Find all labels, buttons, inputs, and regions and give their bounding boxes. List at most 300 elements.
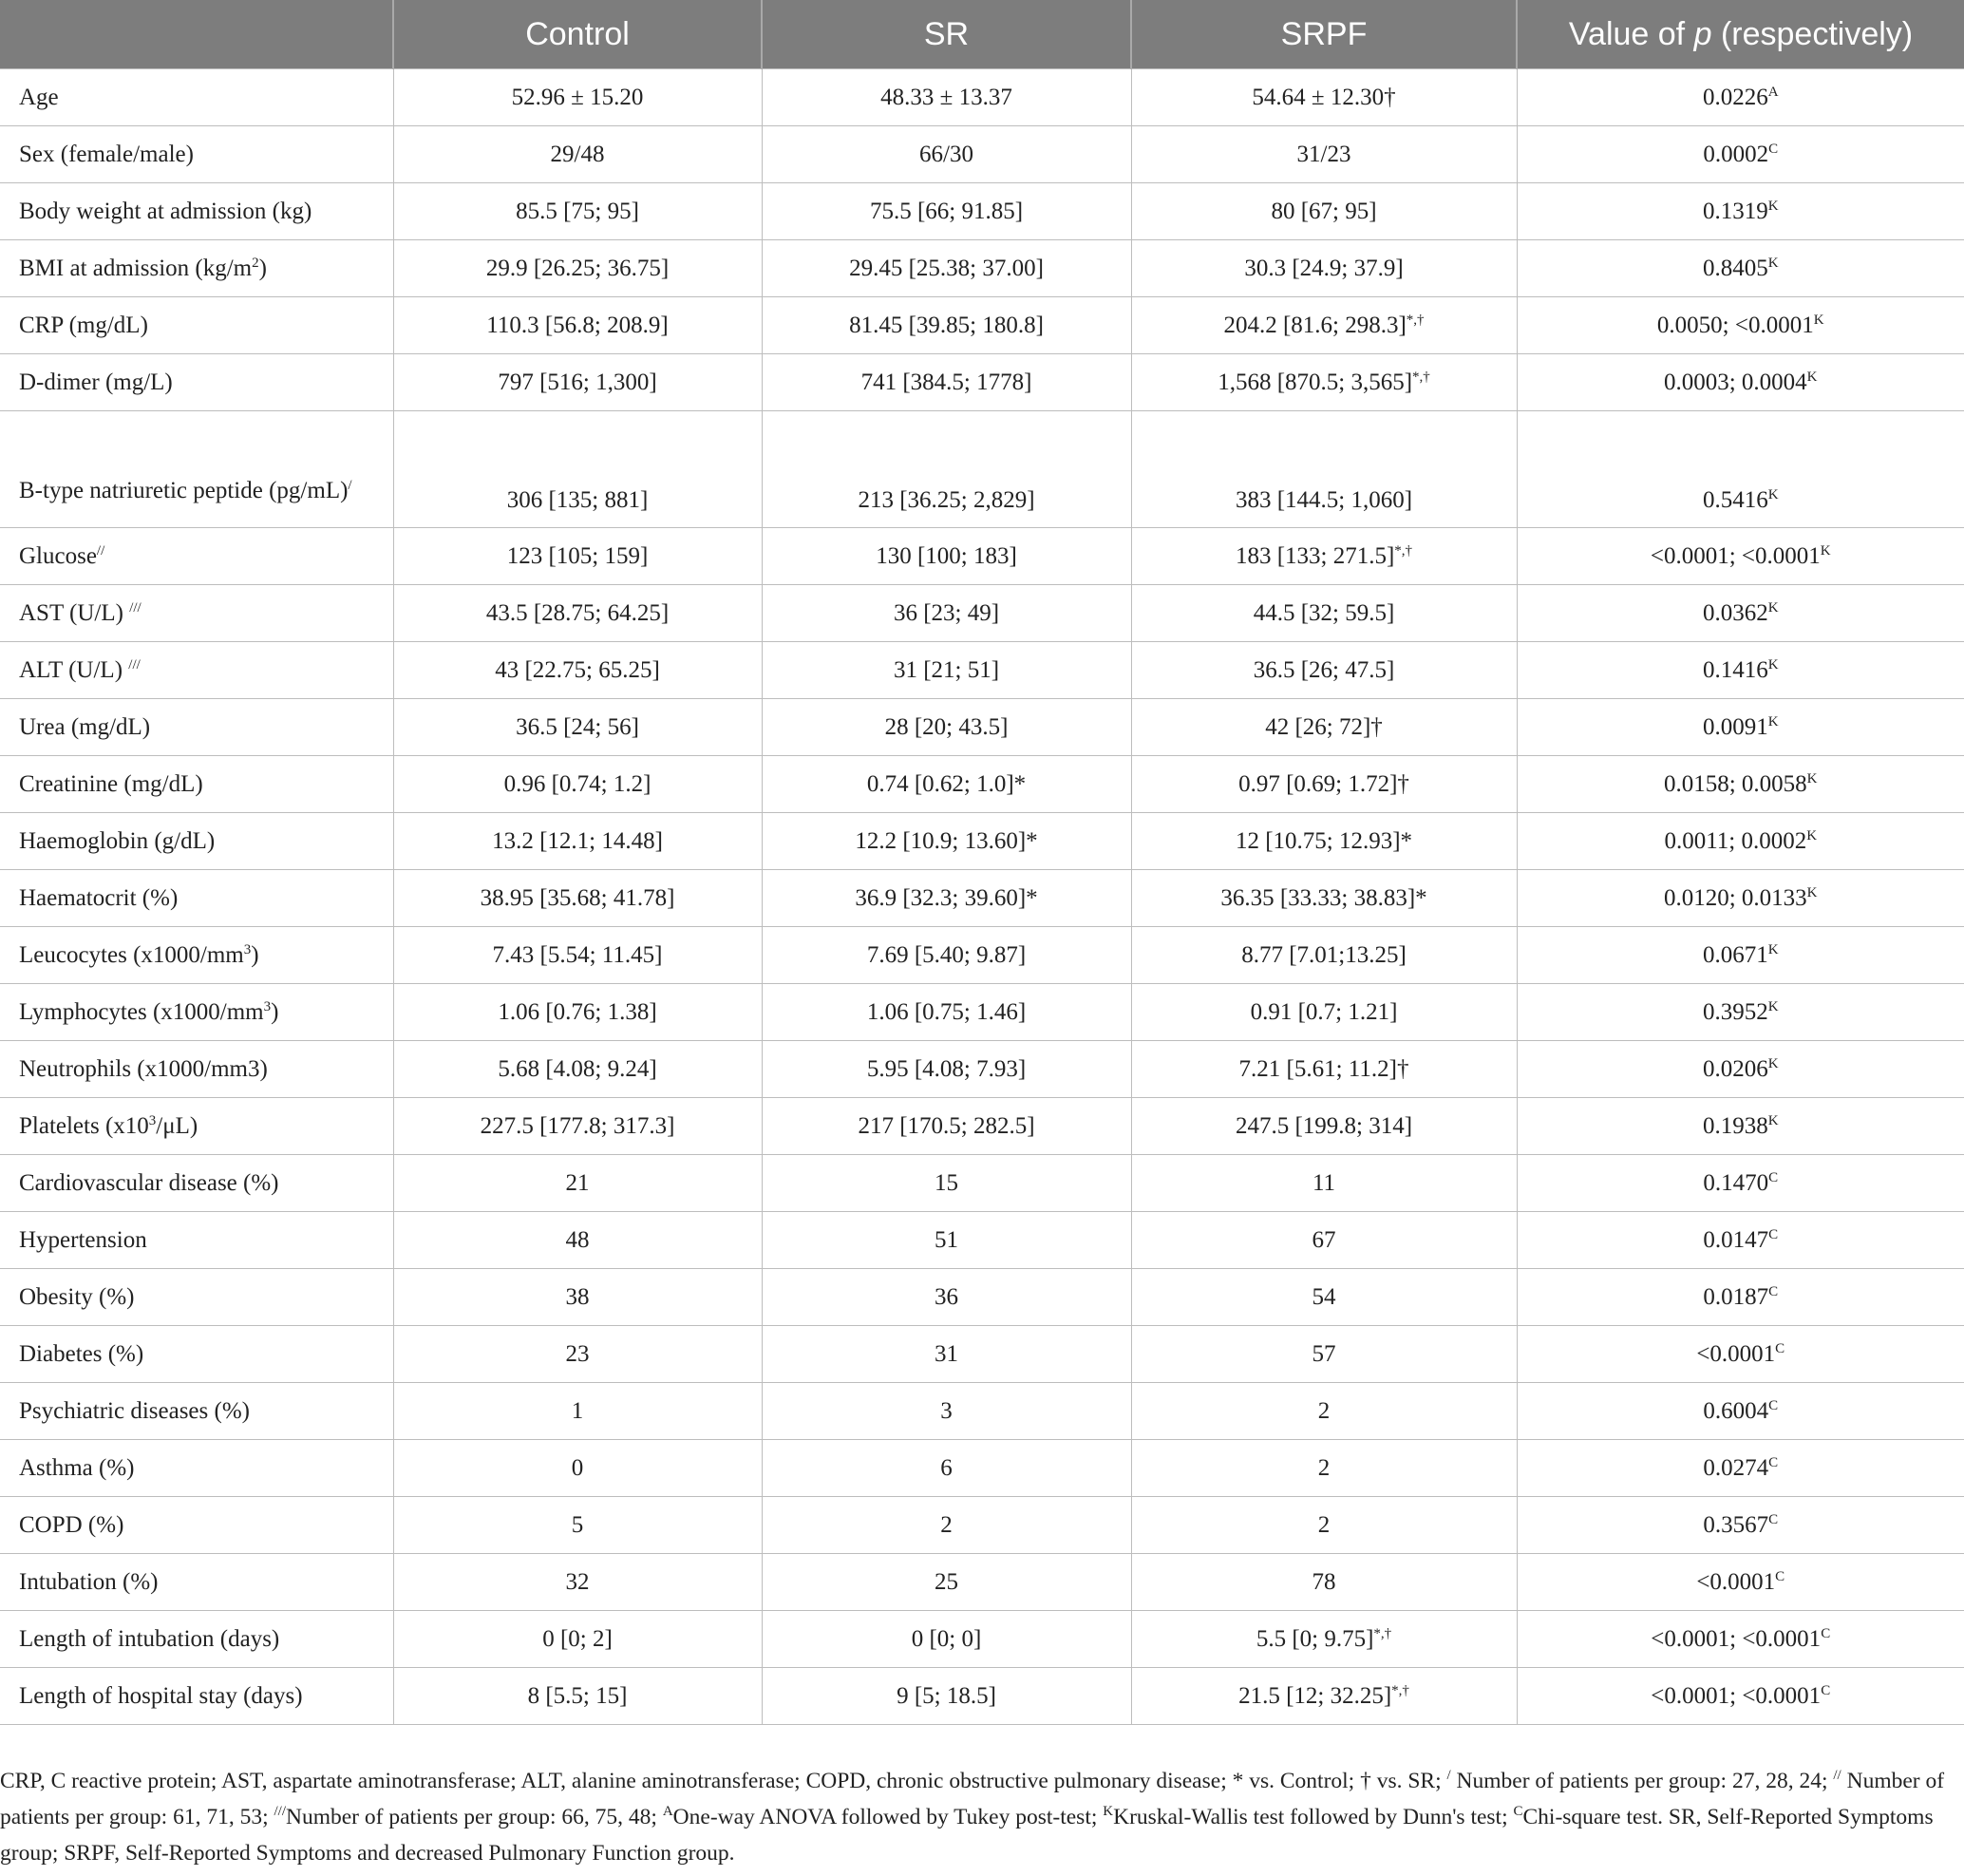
- cell-sr-value: 28 [20; 43.5]: [884, 713, 1009, 740]
- header-control: Control: [393, 0, 762, 69]
- cell-sr: [762, 1611, 1131, 1668]
- row-label: [0, 1383, 393, 1440]
- pvalue-test-superscript: K: [1767, 1112, 1779, 1128]
- header-row: [0, 0, 1964, 69]
- header-pvalue-prefix: Value of: [1568, 15, 1694, 52]
- row-label-text: Psychiatric diseases (%): [19, 1397, 250, 1424]
- cell-srpf-value: 54: [1312, 1283, 1336, 1310]
- cell-control-value: 797 [516; 1,300]: [498, 369, 657, 395]
- row-label-text: Hypertension: [19, 1226, 147, 1253]
- row-label: [0, 642, 393, 699]
- cell-sr: [762, 984, 1131, 1041]
- cell-pvalue: [1517, 1668, 1964, 1725]
- cell-srpf-value: 31/23: [1296, 141, 1351, 167]
- table-row: [0, 1383, 1964, 1440]
- cell-sr: [762, 585, 1131, 642]
- table-row: [0, 1554, 1964, 1611]
- cell-pvalue: [1517, 69, 1964, 126]
- pvalue-text: 0.1938: [1702, 1112, 1768, 1139]
- cell-sr: [762, 1668, 1131, 1725]
- cell-srpf: [1131, 1269, 1517, 1326]
- table-row: [0, 528, 1964, 585]
- row-label-superscript: 3: [243, 941, 252, 957]
- pvalue-test-superscript: C: [1768, 141, 1779, 157]
- cell-pvalue: [1517, 1440, 1964, 1497]
- cell-srpf-value: 57: [1312, 1340, 1336, 1367]
- cell-control-value: 5.68 [4.08; 9.24]: [498, 1055, 657, 1082]
- row-label-text: Haemoglobin (g/dL): [19, 827, 216, 854]
- cell-control: [393, 756, 762, 813]
- pvalue-text: 0.3952: [1702, 998, 1768, 1025]
- row-label-text: Urea (mg/dL): [19, 713, 151, 740]
- cell-sr: [762, 1440, 1131, 1497]
- pvalue-text: <0.0001; <0.0001: [1651, 1682, 1822, 1709]
- header-srpf: SRPF: [1131, 0, 1517, 69]
- table-row: [0, 699, 1964, 756]
- cell-srpf-value: 80 [67; 95]: [1271, 198, 1377, 224]
- row-label-text: Leucocytes (x1000/mm: [19, 941, 244, 968]
- row-label-text: B-type natriuretic peptide (pg/mL): [19, 478, 349, 503]
- cell-control-value: 227.5 [177.8; 317.3]: [480, 1112, 675, 1139]
- footnote-superscript: /: [1446, 1768, 1451, 1783]
- table-row: [0, 1269, 1964, 1326]
- cell-pvalue: [1517, 1155, 1964, 1212]
- cell-control-value: 1: [571, 1397, 584, 1424]
- cell-sr: [762, 240, 1131, 297]
- cell-sr: [762, 528, 1131, 585]
- footnote-text: Number of patients per group: 66, 75, 48;: [286, 1805, 663, 1829]
- cell-srpf: [1131, 411, 1517, 528]
- table-row: [0, 756, 1964, 813]
- row-label-text: Age: [19, 84, 59, 110]
- row-label-suffix: ): [271, 998, 279, 1025]
- cell-control-value: 21: [565, 1169, 590, 1196]
- cell-control-value: 29/48: [550, 141, 605, 167]
- cell-pvalue: [1517, 642, 1964, 699]
- row-label: [0, 354, 393, 411]
- cell-control: [393, 1668, 762, 1725]
- pvalue-test-superscript: K: [1767, 487, 1779, 502]
- row-label-text: Neutrophils (x1000/mm3): [19, 1055, 268, 1082]
- pvalue-text: 0.8405: [1702, 255, 1768, 281]
- pvalue-text: 0.0147: [1703, 1226, 1769, 1253]
- cell-sr-value: 81.45 [39.85; 180.8]: [849, 312, 1044, 338]
- cell-srpf-value: 21.5 [12; 32.25]: [1238, 1682, 1392, 1709]
- row-label: [0, 1497, 393, 1554]
- cell-control-value: 85.5 [75; 95]: [516, 198, 639, 224]
- cell-control: [393, 126, 762, 183]
- pvalue-text: 0.0158; 0.0058: [1663, 770, 1807, 797]
- cell-sr-value: 0.74 [0.62; 1.0]*: [866, 770, 1027, 797]
- cell-pvalue: [1517, 354, 1964, 411]
- cell-sr-value: 3: [940, 1397, 953, 1424]
- row-label: [0, 813, 393, 870]
- cell-sr: [762, 297, 1131, 354]
- row-label: [0, 297, 393, 354]
- pvalue-test-superscript: K: [1767, 599, 1779, 616]
- pvalue-text: 0.0362: [1702, 599, 1768, 626]
- cell-srpf: [1131, 1554, 1517, 1611]
- cell-srpf: [1131, 69, 1517, 126]
- cell-srpf-value: 42 [26; 72]†: [1265, 713, 1383, 740]
- cell-control-value: 43.5 [28.75; 64.25]: [485, 599, 670, 626]
- cell-control-value: 48: [565, 1226, 590, 1253]
- cell-sr-value: 9 [5; 18.5]: [897, 1682, 996, 1709]
- cell-sr: [762, 870, 1131, 927]
- pvalue-test-superscript: K: [1767, 998, 1779, 1014]
- cell-pvalue: [1517, 1098, 1964, 1155]
- cell-sr: [762, 1041, 1131, 1098]
- cell-control: [393, 183, 762, 240]
- cell-sr-value: 36: [935, 1283, 958, 1310]
- cell-srpf-value: 36.35 [33.33; 38.83]*: [1220, 884, 1427, 911]
- cell-srpf-value: 1,568 [870.5; 3,565]: [1218, 369, 1413, 395]
- table-row: [0, 69, 1964, 126]
- footnote-text: Chi-square test. SR, Self-Reported Symptoms group; SRPF, Self-Reported Symptoms and decreased Pulmonary Function group.: [0, 1805, 1934, 1866]
- pvalue-text: 0.0003; 0.0004: [1663, 369, 1807, 395]
- footnote-superscript: ///: [274, 1804, 286, 1819]
- cell-srpf-value: 0.97 [0.69; 1.72]†: [1238, 770, 1409, 797]
- pvalue-text: 0.0671: [1702, 941, 1768, 968]
- header-pvalue-suffix: (respectively): [1711, 15, 1914, 52]
- cell-pvalue: [1517, 1041, 1964, 1098]
- footnote-text: One-way ANOVA followed by Tukey post-test;: [672, 1805, 1104, 1829]
- row-label: [0, 756, 393, 813]
- cell-srpf: [1131, 354, 1517, 411]
- cell-control: [393, 984, 762, 1041]
- cell-pvalue: [1517, 699, 1964, 756]
- cell-pvalue: [1517, 1212, 1964, 1269]
- cell-srpf-superscript: *,†: [1373, 1625, 1392, 1641]
- row-label-suffix: ): [251, 941, 259, 968]
- cell-sr-value: 741 [384.5; 1778]: [860, 369, 1032, 395]
- pvalue-text: 0.5416: [1702, 487, 1768, 513]
- pvalue-test-superscript: K: [1767, 198, 1779, 214]
- row-label: [0, 870, 393, 927]
- cell-sr: [762, 642, 1131, 699]
- row-label-superscript: 3: [148, 1112, 157, 1128]
- row-label-text: BMI at admission (kg/m: [19, 255, 253, 281]
- footnote-superscript: K: [1103, 1804, 1114, 1819]
- cell-srpf-superscript: *,†: [1394, 542, 1413, 559]
- header-pvalue-p: p: [1693, 15, 1712, 52]
- cell-srpf-value: 12 [10.75; 12.93]*: [1235, 827, 1413, 854]
- cell-pvalue: [1517, 1554, 1964, 1611]
- row-label: [0, 1212, 393, 1269]
- pvalue-text: <0.0001; <0.0001: [1651, 1625, 1822, 1652]
- cell-sr: [762, 126, 1131, 183]
- table-row: [0, 1212, 1964, 1269]
- cell-pvalue: [1517, 1383, 1964, 1440]
- cell-control-value: 52.96 ± 15.20: [511, 84, 644, 110]
- row-label-text: Intubation (%): [19, 1568, 159, 1595]
- cell-srpf: [1131, 1326, 1517, 1383]
- row-label: [0, 411, 393, 528]
- row-label-text: Platelets (x10: [19, 1112, 149, 1139]
- cell-sr-value: 31: [935, 1340, 958, 1367]
- cell-srpf: [1131, 1611, 1517, 1668]
- cell-srpf-value: 78: [1312, 1568, 1336, 1595]
- cell-sr: [762, 69, 1131, 126]
- table-row: [0, 1440, 1964, 1497]
- row-label: [0, 528, 393, 585]
- cell-control-value: 38: [565, 1283, 590, 1310]
- cell-srpf: [1131, 240, 1517, 297]
- cell-control: [393, 927, 762, 984]
- cell-srpf-value: 30.3 [24.9; 37.9]: [1244, 255, 1404, 281]
- row-label-text: Diabetes (%): [19, 1340, 144, 1367]
- cell-srpf: [1131, 984, 1517, 1041]
- cell-pvalue: [1517, 1611, 1964, 1668]
- row-label: [0, 183, 393, 240]
- cell-control: [393, 870, 762, 927]
- pvalue-test-superscript: K: [1767, 713, 1779, 730]
- cell-srpf: [1131, 585, 1517, 642]
- table-row: [0, 240, 1964, 297]
- row-label-text: Obesity (%): [19, 1283, 135, 1310]
- pvalue-test-superscript: C: [1775, 1568, 1785, 1584]
- row-label-text: CRP (mg/dL): [19, 312, 148, 338]
- row-label-superscript: //: [96, 542, 105, 559]
- cell-srpf-value: 2: [1317, 1397, 1331, 1424]
- cell-sr: [762, 1155, 1131, 1212]
- row-label-superscript: ///: [129, 599, 142, 616]
- cell-srpf: [1131, 1668, 1517, 1725]
- pvalue-text: 0.1416: [1702, 656, 1768, 683]
- cell-control: [393, 1098, 762, 1155]
- cell-sr: [762, 927, 1131, 984]
- cell-sr-value: 217 [170.5; 282.5]: [858, 1112, 1035, 1139]
- cell-sr: [762, 411, 1131, 528]
- table-footnote: [0, 1763, 1947, 1871]
- row-label: [0, 1326, 393, 1383]
- cell-sr: [762, 1269, 1131, 1326]
- pvalue-text: <0.0001: [1696, 1340, 1776, 1367]
- cell-sr: [762, 756, 1131, 813]
- row-label-text: Creatinine (mg/dL): [19, 770, 203, 797]
- cell-control-value: 23: [565, 1340, 590, 1367]
- cell-srpf: [1131, 126, 1517, 183]
- cell-pvalue: [1517, 927, 1964, 984]
- cell-srpf-value: 247.5 [199.8; 314]: [1235, 1112, 1413, 1139]
- cell-control-value: 1.06 [0.76; 1.38]: [498, 998, 657, 1025]
- cell-control-value: 36.5 [24; 56]: [516, 713, 639, 740]
- header-row-label: [0, 0, 393, 69]
- cell-sr: [762, 1326, 1131, 1383]
- pvalue-test-superscript: C: [1768, 1169, 1779, 1185]
- pvalue-test-superscript: A: [1767, 84, 1779, 100]
- cell-sr-value: 1.06 [0.75; 1.46]: [866, 998, 1027, 1025]
- cell-sr: [762, 1212, 1131, 1269]
- cell-srpf-superscript: *,†: [1391, 1682, 1409, 1698]
- row-label-text: Lymphocytes (x1000/mm: [19, 998, 264, 1025]
- table-row: [0, 1326, 1964, 1383]
- table-row: [0, 297, 1964, 354]
- cell-srpf: [1131, 756, 1517, 813]
- row-label: [0, 1155, 393, 1212]
- row-label-text: COPD (%): [19, 1511, 124, 1538]
- cell-control-value: 32: [565, 1568, 590, 1595]
- cell-srpf-value: 44.5 [32; 59.5]: [1253, 599, 1395, 626]
- cell-srpf-value: 8.77 [7.01;13.25]: [1241, 941, 1407, 968]
- row-label: [0, 1041, 393, 1098]
- cell-sr-value: 29.45 [25.38; 37.00]: [849, 255, 1044, 281]
- cell-srpf: [1131, 1041, 1517, 1098]
- pvalue-text: 0.1470: [1703, 1169, 1769, 1196]
- cell-pvalue: [1517, 870, 1964, 927]
- row-label: [0, 69, 393, 126]
- row-label-superscript: ///: [128, 656, 141, 673]
- pvalue-test-superscript: K: [1820, 542, 1831, 559]
- footnote-text: Number of patients per group: 27, 28, 24;: [1450, 1769, 1834, 1793]
- cell-control: [393, 528, 762, 585]
- cell-sr-value: 31 [21; 51]: [893, 656, 1000, 683]
- table-row: [0, 813, 1964, 870]
- cell-srpf: [1131, 183, 1517, 240]
- cell-sr-value: 213 [36.25; 2,829]: [858, 487, 1035, 513]
- row-label: [0, 585, 393, 642]
- cell-pvalue: [1517, 240, 1964, 297]
- cell-sr-value: 12.2 [10.9; 13.60]*: [855, 827, 1038, 854]
- cell-control: [393, 1326, 762, 1383]
- pvalue-test-superscript: K: [1806, 369, 1818, 385]
- cell-control: [393, 1440, 762, 1497]
- cell-srpf-value: 2: [1317, 1511, 1331, 1538]
- cell-control: [393, 1497, 762, 1554]
- row-label-suffix: ): [258, 255, 267, 281]
- table-row: [0, 1155, 1964, 1212]
- cell-control-value: 29.9 [26.25; 36.75]: [485, 255, 670, 281]
- cell-control-value: 110.3 [56.8; 208.9]: [486, 312, 669, 338]
- cell-srpf: [1131, 927, 1517, 984]
- cell-control: [393, 1155, 762, 1212]
- cell-control-value: 7.43 [5.54; 11.45]: [492, 941, 663, 968]
- cell-srpf: [1131, 813, 1517, 870]
- pvalue-test-superscript: C: [1821, 1682, 1831, 1698]
- pvalue-text: 0.0226: [1702, 84, 1768, 110]
- cell-sr-value: 7.69 [5.40; 9.87]: [866, 941, 1027, 968]
- pvalue-test-superscript: K: [1767, 656, 1779, 673]
- table-row: [0, 354, 1964, 411]
- table-row: [0, 585, 1964, 642]
- cell-sr: [762, 183, 1131, 240]
- pvalue-text: 0.3567: [1703, 1511, 1769, 1538]
- cell-srpf: [1131, 1497, 1517, 1554]
- footnote-superscript: C: [1513, 1804, 1523, 1819]
- cell-control: [393, 69, 762, 126]
- cell-srpf-value: 54.64 ± 12.30†: [1252, 84, 1396, 110]
- cell-pvalue: [1517, 528, 1964, 585]
- pvalue-text: <0.0001: [1696, 1568, 1776, 1595]
- table-row: [0, 1098, 1964, 1155]
- table-row: [0, 1611, 1964, 1668]
- pvalue-test-superscript: K: [1806, 770, 1818, 786]
- row-label-text: Length of intubation (days): [19, 1625, 280, 1652]
- row-label-superscript: 2: [252, 255, 259, 271]
- pvalue-text: 0.0011; 0.0002: [1664, 827, 1807, 854]
- pvalue-test-superscript: C: [1768, 1226, 1779, 1242]
- cell-sr-value: 6: [940, 1454, 953, 1481]
- pvalue-test-superscript: C: [1768, 1511, 1779, 1527]
- cell-control-value: 0.96 [0.74; 1.2]: [503, 770, 652, 797]
- row-label: [0, 1440, 393, 1497]
- pvalue-text: 0.1319: [1702, 198, 1768, 224]
- row-label: [0, 240, 393, 297]
- cell-pvalue: [1517, 183, 1964, 240]
- cell-control: [393, 585, 762, 642]
- cell-pvalue: [1517, 1269, 1964, 1326]
- cell-srpf-value: 7.21 [5.61; 11.2]†: [1238, 1055, 1409, 1082]
- footnote-text: Kruskal-Wallis test followed by Dunn's test;: [1113, 1805, 1514, 1829]
- cell-sr-value: 75.5 [66; 91.85]: [869, 198, 1024, 224]
- cell-srpf: [1131, 1212, 1517, 1269]
- row-label: [0, 126, 393, 183]
- header-pvalue: [1517, 0, 1964, 69]
- cell-control: [393, 642, 762, 699]
- cell-control: [393, 1611, 762, 1668]
- table-row: [0, 642, 1964, 699]
- cell-pvalue: [1517, 756, 1964, 813]
- cell-pvalue: [1517, 126, 1964, 183]
- cell-control: [393, 411, 762, 528]
- row-label-text: Haematocrit (%): [19, 884, 179, 911]
- pvalue-test-superscript: K: [1767, 255, 1779, 271]
- footnote-superscript: A: [662, 1804, 673, 1819]
- cell-control: [393, 354, 762, 411]
- cell-sr-value: 36.9 [32.3; 39.60]*: [855, 884, 1038, 911]
- cell-srpf-value: 5.5 [0; 9.75]: [1256, 1625, 1374, 1652]
- pvalue-text: 0.0050; <0.0001: [1656, 312, 1814, 338]
- table-row: [0, 411, 1964, 528]
- row-label-superscript: 3: [263, 998, 272, 1014]
- table-row: [0, 1497, 1964, 1554]
- cell-sr-value: 48.33 ± 13.37: [880, 84, 1012, 110]
- row-label-text: Sex (female/male): [19, 141, 194, 167]
- table-row: [0, 1668, 1964, 1725]
- cell-sr-value: 15: [935, 1169, 958, 1196]
- cell-srpf-value: 36.5 [26; 47.5]: [1253, 656, 1395, 683]
- row-label-text: AST (U/L): [19, 599, 130, 626]
- cell-sr: [762, 354, 1131, 411]
- cell-control: [393, 813, 762, 870]
- cell-srpf-value: 0.91 [0.7; 1.21]: [1250, 998, 1398, 1025]
- row-label: [0, 1098, 393, 1155]
- footnote-text: CRP, C reactive protein; AST, aspartate aminotransferase; ALT, alanine aminotransferase; COPD, chronic obstructive pulmonary disease; * vs. Control; † vs. SR;: [0, 1769, 1447, 1793]
- row-label-text: Glucose: [19, 542, 97, 569]
- cell-pvalue: [1517, 984, 1964, 1041]
- cell-srpf-value: 383 [144.5; 1,060]: [1235, 487, 1413, 513]
- cell-sr-value: 51: [935, 1226, 958, 1253]
- footnote-text: Number of patients per group: 61, 71, 53;: [0, 1769, 1945, 1829]
- pvalue-text: <0.0001; <0.0001: [1650, 542, 1821, 569]
- cell-srpf: [1131, 297, 1517, 354]
- pvalue-test-superscript: K: [1806, 827, 1818, 843]
- pvalue-test-superscript: K: [1767, 1055, 1779, 1071]
- cell-control-value: 0: [571, 1454, 584, 1481]
- row-label-text: Length of hospital stay (days): [19, 1682, 303, 1709]
- table-row: [0, 1041, 1964, 1098]
- cell-control: [393, 297, 762, 354]
- cell-srpf: [1131, 528, 1517, 585]
- pvalue-text: 0.0187: [1703, 1283, 1769, 1310]
- cell-srpf: [1131, 1383, 1517, 1440]
- cell-srpf: [1131, 1098, 1517, 1155]
- row-label-text: Body weight at admission (kg): [19, 198, 312, 224]
- cell-srpf: [1131, 1155, 1517, 1212]
- pvalue-test-superscript: C: [1768, 1283, 1779, 1299]
- cell-pvalue: [1517, 411, 1964, 528]
- row-label-suffix: /μL): [156, 1112, 198, 1139]
